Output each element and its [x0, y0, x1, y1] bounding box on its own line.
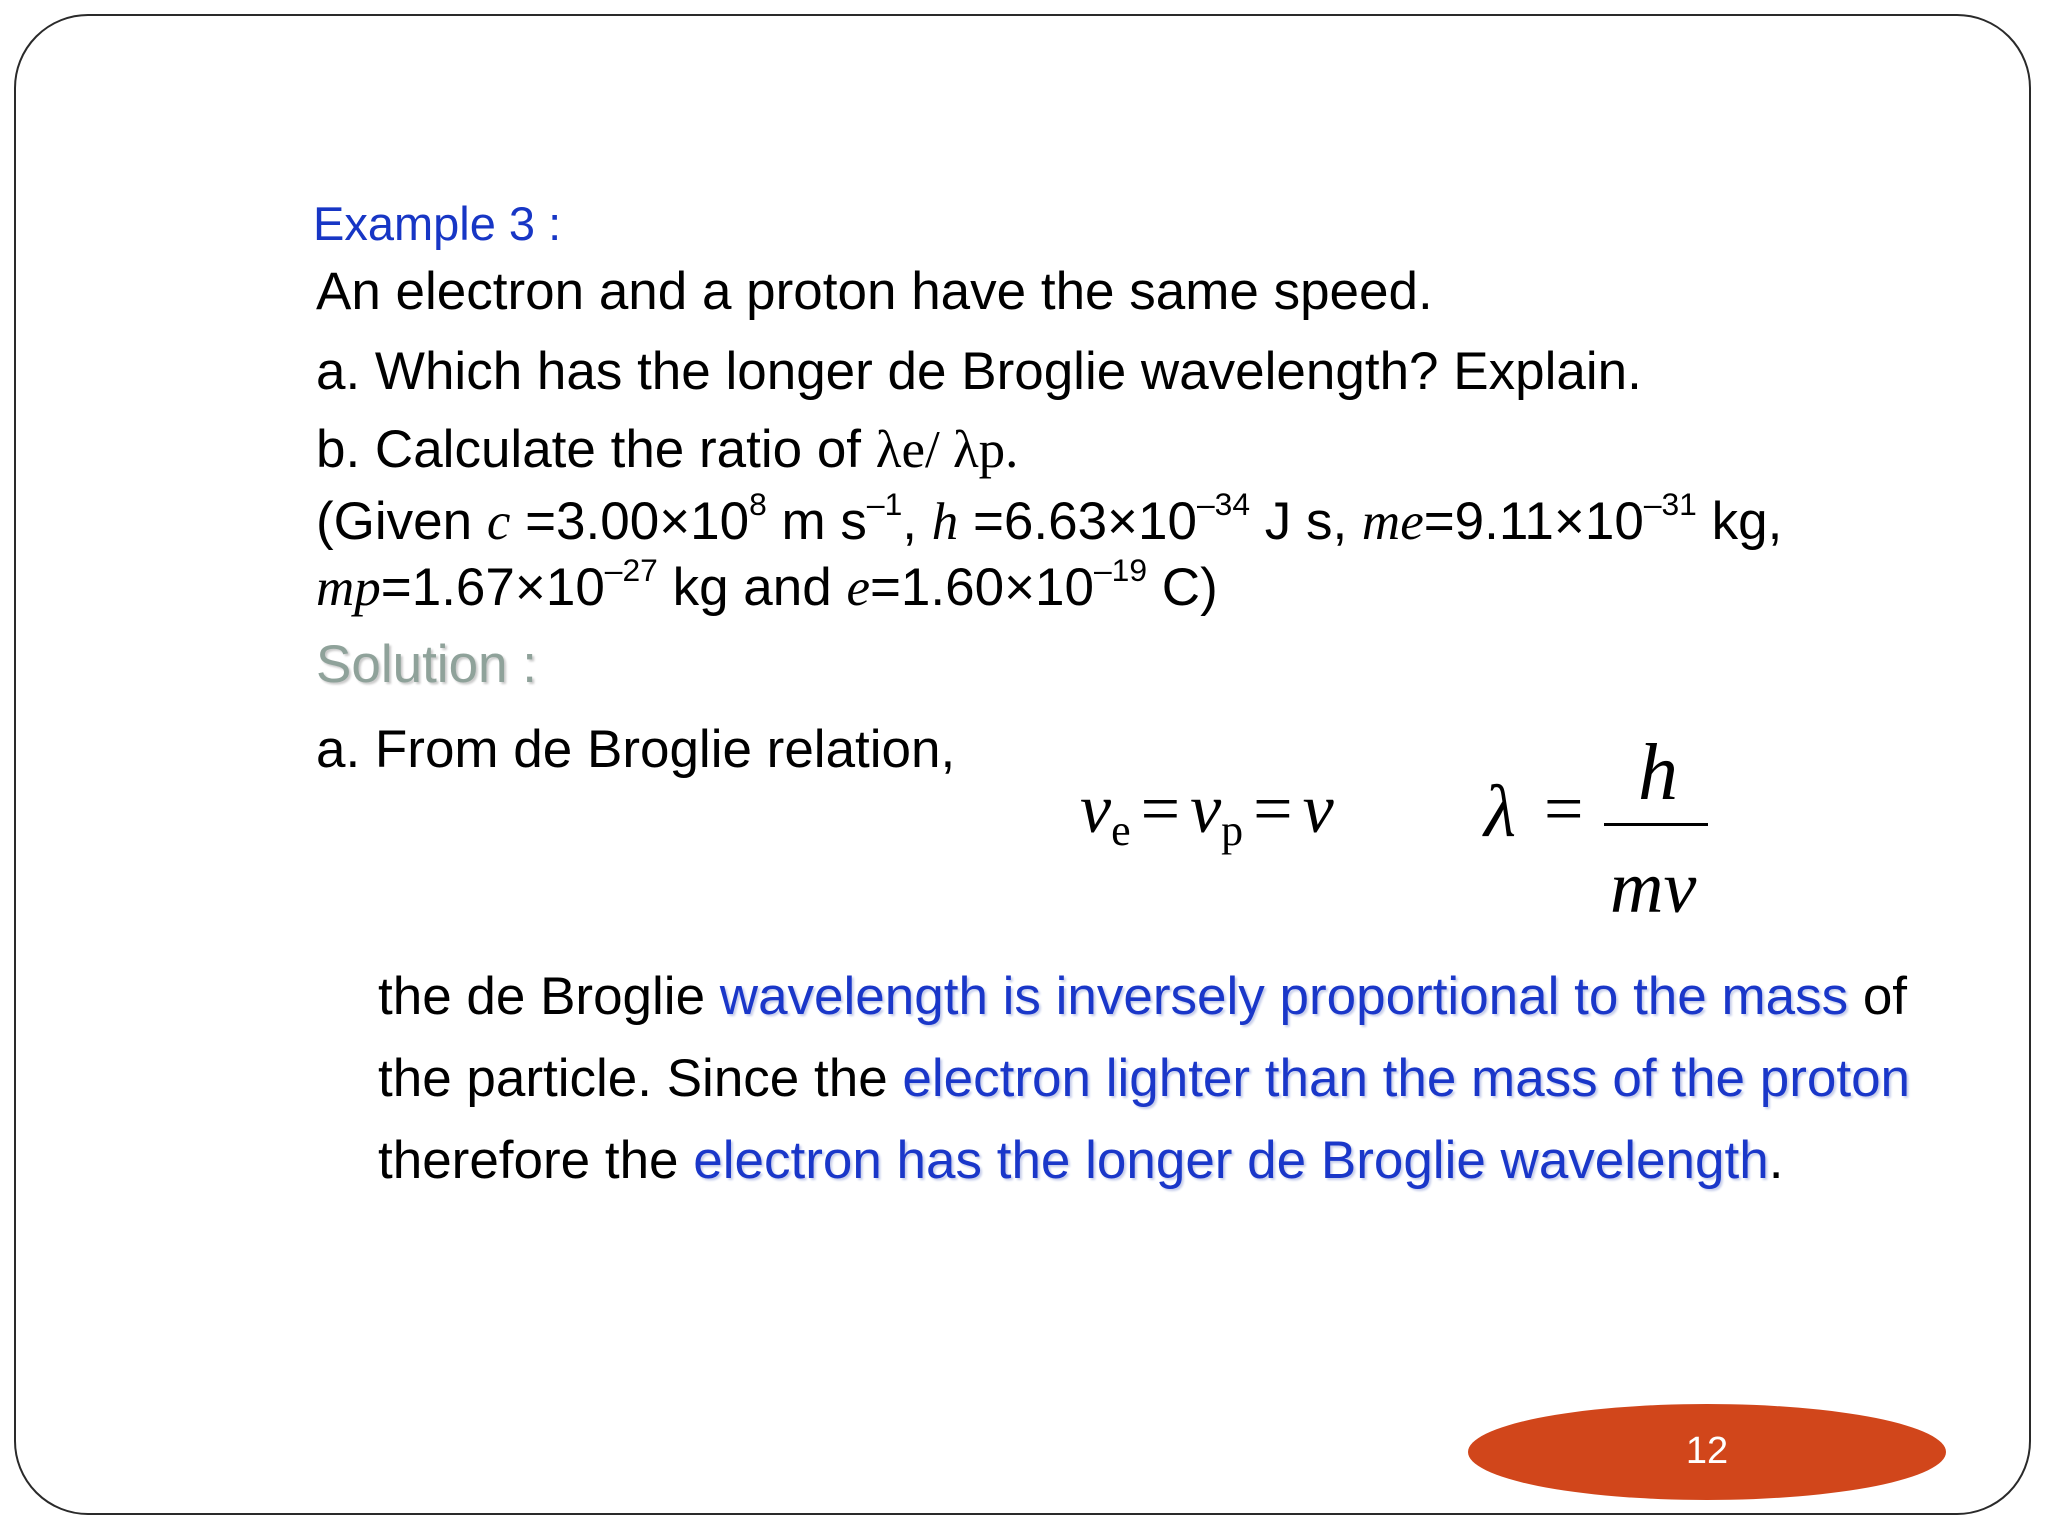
symbol-me: me	[1361, 493, 1424, 551]
part-a-intro: a. From de Broglie relation,	[316, 720, 956, 779]
symbol-h: h	[931, 493, 959, 551]
highlight-inverse-proportion: wavelength is inversely proportional to the mass	[719, 967, 1849, 1026]
page-number: 12	[1685, 1430, 1729, 1472]
equal-speed-equation: $v_e = v_p = v$	[1080, 771, 1334, 856]
question-line-2: a. Which has the longer de Broglie wavelength? Explain.	[316, 342, 1642, 401]
example-label: Example 3 :	[313, 197, 562, 250]
highlight-longer-wavelength: electron has the longer de Broglie wavelength	[693, 1131, 1769, 1190]
fraction-bar	[1604, 823, 1708, 826]
fraction-denominator: mv	[1610, 847, 1697, 929]
given-values-line-2: $mp=1.67\times 10^{-27}$ kg and $e=1.60\times 10^{-19}$ C)	[316, 552, 1218, 617]
symbol-e: e	[846, 559, 870, 617]
question-line-1: An electron and a proton have the same speed.	[316, 262, 1433, 321]
symbol-c: c	[486, 493, 511, 551]
lambda-symbol: λ	[1484, 771, 1517, 853]
fraction-numerator: h	[1638, 729, 1678, 817]
highlight-electron-lighter: electron lighter than the mass of the proton	[902, 1049, 1911, 1108]
given-values-line-1: (Given $c =3.00\times 10^8$ m $s^{-1}$, $h =6.63\times 10^{-34}$ J s, $me=9.11\times 10^{-31}$ kg,	[316, 486, 1783, 551]
ratio-expression: λe/ λp.	[875, 421, 1019, 479]
symbol-mp: mp	[316, 559, 381, 617]
question-line-3	[316, 420, 1018, 480]
equals-sign: =	[1544, 771, 1584, 848]
solution-label: Solution :	[316, 635, 537, 694]
answer-paragraph: the de Broglie wavelength is inversely proportional to the mass of the particle. Since the electron lighter than the mass of the proton therefore the electron has the longer de Broglie wavelength.	[378, 967, 1911, 1190]
question-line-3-text: b. Calculate the ratio of	[316, 420, 876, 479]
